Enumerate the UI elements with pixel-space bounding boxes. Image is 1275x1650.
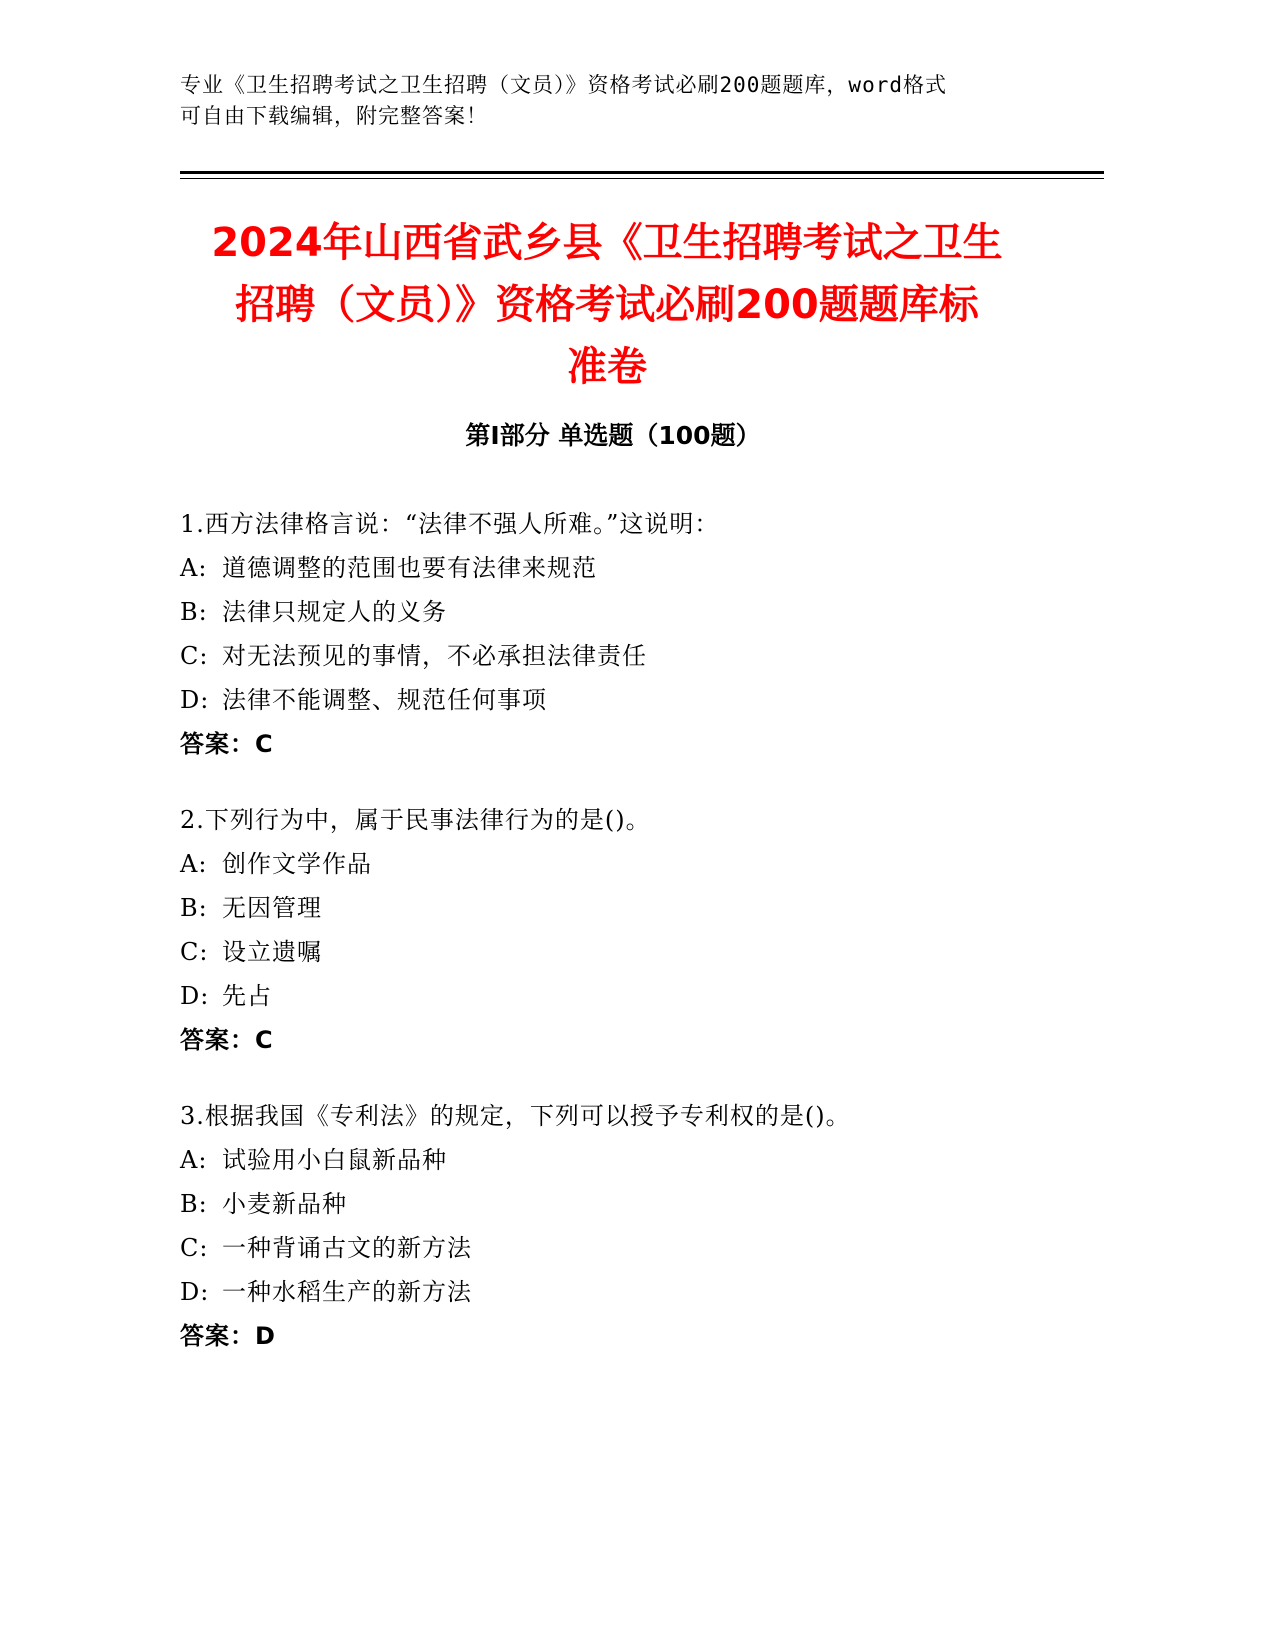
option-text: 创作文学作品 [222, 850, 372, 878]
option-letter: D: [180, 982, 210, 1010]
question-stem: 2.下列行为中，属于民事法律行为的是()。 [180, 806, 651, 834]
document-title [160, 212, 1054, 398]
option-a [180, 1138, 1080, 1182]
question-stem: 1.西方法律格言说：“法律不强人所难。”这说明： [180, 510, 720, 538]
option-text: 试验用小白鼠新品种 [222, 1146, 447, 1174]
option-d [180, 678, 1080, 722]
question-list [180, 502, 1080, 1390]
intro-paragraph [180, 70, 1050, 132]
option-a [180, 842, 1080, 886]
answer-line: 答案：C [180, 1026, 274, 1054]
option-letter: B: [180, 598, 208, 626]
option-text: 法律只规定人的义务 [222, 598, 447, 626]
header-divider-thin [180, 178, 1104, 179]
option-text: 对无法预见的事情，不必承担法律责任 [222, 642, 647, 670]
question-3 [180, 1094, 1080, 1358]
option-text: 无因管理 [222, 894, 322, 922]
intro-line-2: 可自由下载编辑，附完整答案！ [180, 104, 488, 128]
header-divider-thick [180, 171, 1104, 174]
option-letter: B: [180, 1190, 208, 1218]
option-text: 设立遗嘱 [222, 938, 322, 966]
option-c [180, 1226, 1080, 1270]
question-1 [180, 502, 1080, 766]
option-letter: C: [180, 1234, 209, 1262]
option-text: 一种背诵古文的新方法 [222, 1234, 472, 1262]
question-2 [180, 798, 1080, 1062]
option-letter: C: [180, 938, 209, 966]
option-c [180, 634, 1080, 678]
question-stem: 3.根据我国《专利法》的规定，下列可以授予专利权的是()。 [180, 1102, 851, 1130]
option-d [180, 1270, 1080, 1314]
title-line-2: 招聘（文员）》资格考试必刷200题题库标 [235, 282, 979, 328]
option-b [180, 1182, 1080, 1226]
option-letter: A: [180, 554, 208, 582]
option-d [180, 974, 1080, 1018]
title-line-1: 2024年山西省武乡县《卫生招聘考试之卫生 [211, 220, 1003, 266]
title-line-3: 准卷 [567, 344, 647, 390]
option-b [180, 886, 1080, 930]
option-letter: A: [180, 850, 208, 878]
option-text: 先占 [222, 982, 272, 1010]
option-text: 道德调整的范围也要有法律来规范 [222, 554, 597, 582]
option-text: 一种水稻生产的新方法 [222, 1278, 472, 1306]
option-b [180, 590, 1080, 634]
answer-line: 答案：C [180, 730, 274, 758]
option-letter: A: [180, 1146, 208, 1174]
option-c [180, 930, 1080, 974]
option-text: 法律不能调整、规范任何事项 [222, 686, 547, 714]
option-letter: D: [180, 686, 210, 714]
option-a [180, 546, 1080, 590]
option-letter: B: [180, 894, 208, 922]
option-text: 小麦新品种 [222, 1190, 347, 1218]
answer-line: 答案：D [180, 1322, 276, 1350]
option-letter: D: [180, 1278, 210, 1306]
option-letter: C: [180, 642, 209, 670]
intro-line-1: 专业《卫生招聘考试之卫生招聘（文员）》资格考试必刷200题题库，word格式 [180, 73, 947, 97]
section-heading: 第Ⅰ部分 单选题（100题） [465, 421, 761, 450]
